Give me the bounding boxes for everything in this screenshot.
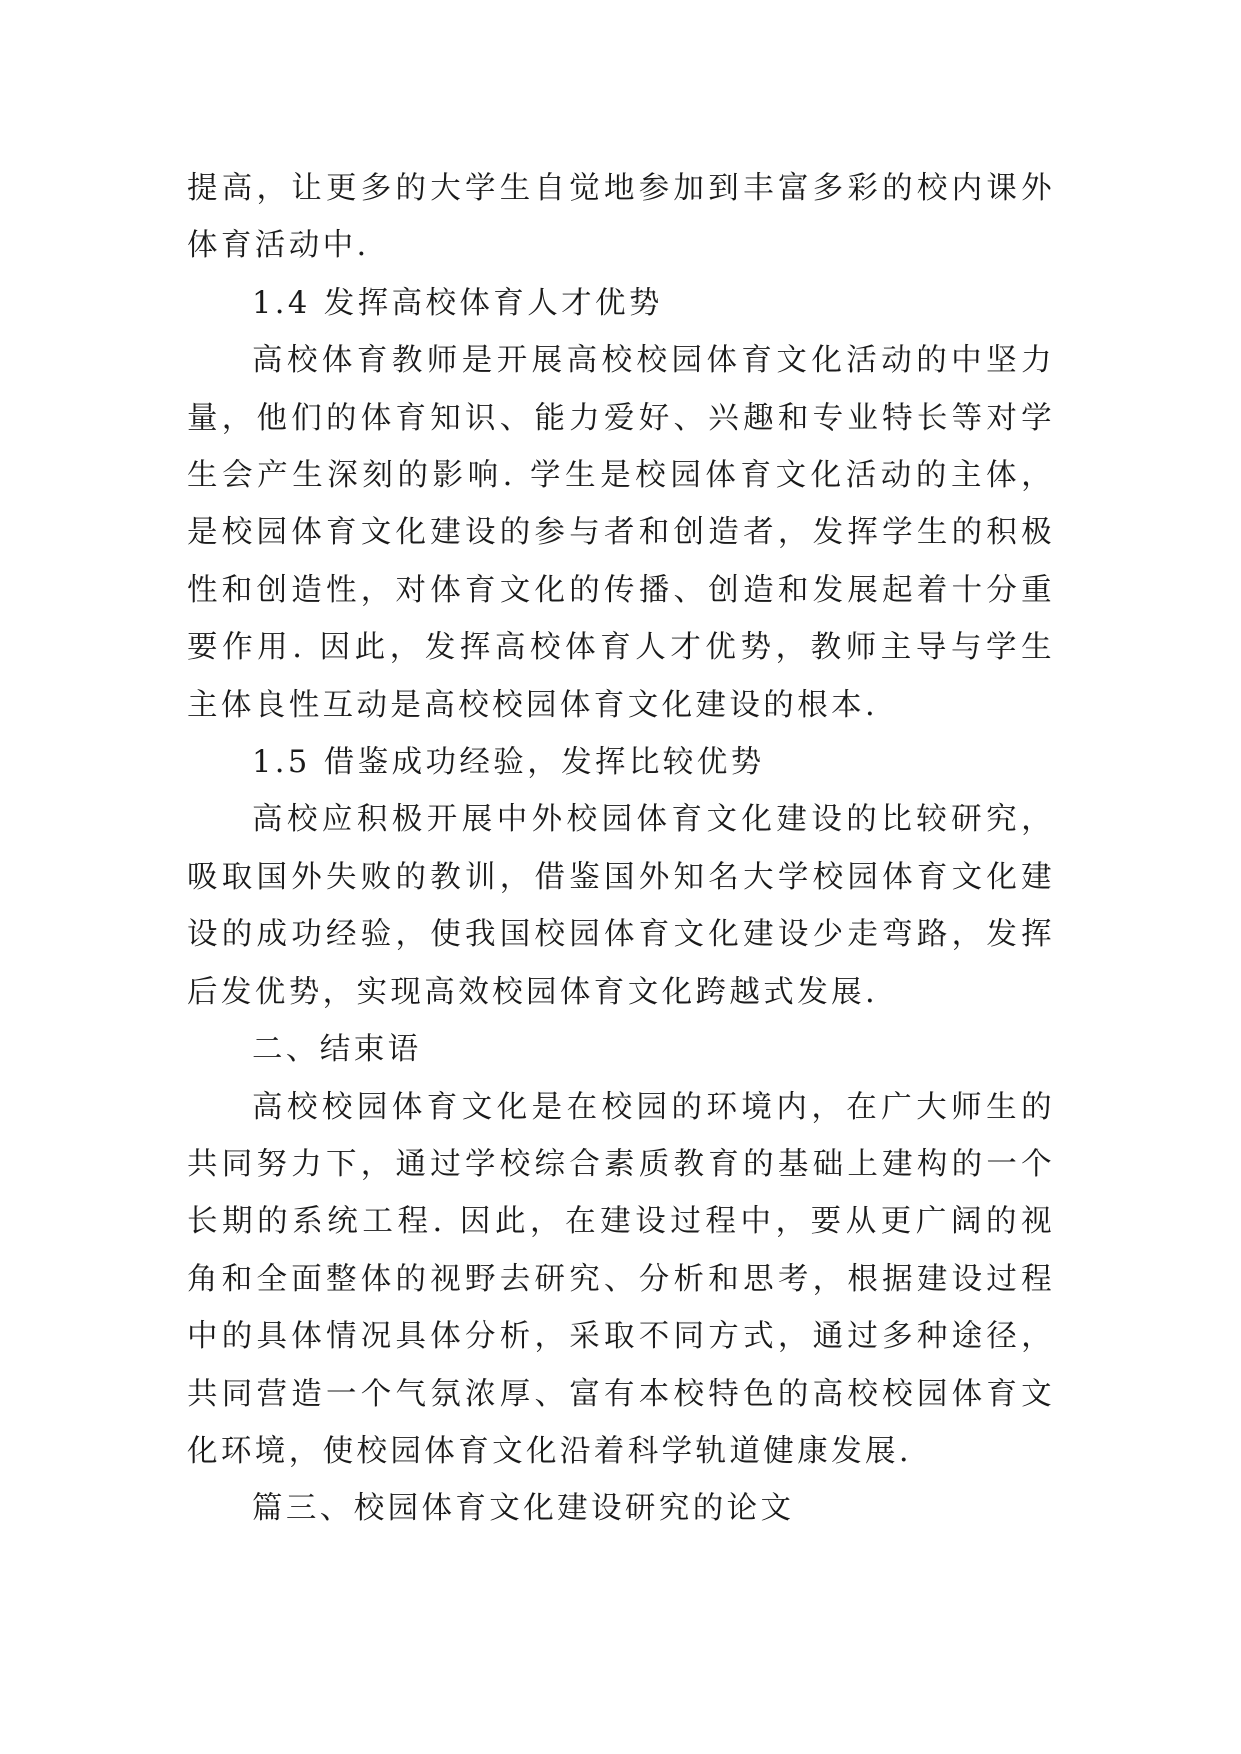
body-paragraph: 高校校园体育文化是在校园的环境内，在广大师生的共同努力下，通过学校综合素质教育的基础上建构的一个长期的系统工程. 因此，在建设过程中，要从更广阔的视角和全面整体的视野去研究、分析和思考，根据建设过程中的具体情况具体分析，采取不同方式，通过多种途径，共同营造一个气氛浓厚、富有本校特色的高校校园体育文化环境，使校园体育文化沿着科学轨道健康发展. xyxy=(187,1089,1055,1469)
section-heading: 篇三、校园体育文化建设研究的论文 xyxy=(252,1491,795,1527)
section-heading: 1.5 借鉴成功经验，发挥比较优势 xyxy=(252,745,765,781)
body-paragraph: 高校应积极开展中外校园体育文化建设的比较研究，吸取国外失败的教训，借鉴国外知名大学校园体育文化建设的成功经验，使我国校园体育文化建设少走弯路，发挥后发优势，实现高效校园体育文化跨越式发展. xyxy=(187,802,1055,1010)
body-paragraph: 高校体育教师是开展高校校园体育文化活动的中坚力量，他们的体育知识、能力爱好、兴趣和专业特长等对学生会产生深刻的影响. 学生是校园体育文化活动的主体，是校园体育文化建设的参与者和创造者，发挥学生的积极性和创造性，对体育文化的传播、创造和发展起着十分重要作用. 因此，发挥高校体育人才优势，教师主导与学生主体良性互动是高校校园体育文化建设的根本. xyxy=(187,343,1055,723)
section-heading: 1.4 发挥高校体育人才优势 xyxy=(252,285,663,321)
document-body xyxy=(187,160,1055,1538)
body-paragraph: 提高，让更多的大学生自觉地参加到丰富多彩的校内课外体育活动中. xyxy=(187,171,1055,264)
section-heading: 二、结束语 xyxy=(252,1032,422,1068)
